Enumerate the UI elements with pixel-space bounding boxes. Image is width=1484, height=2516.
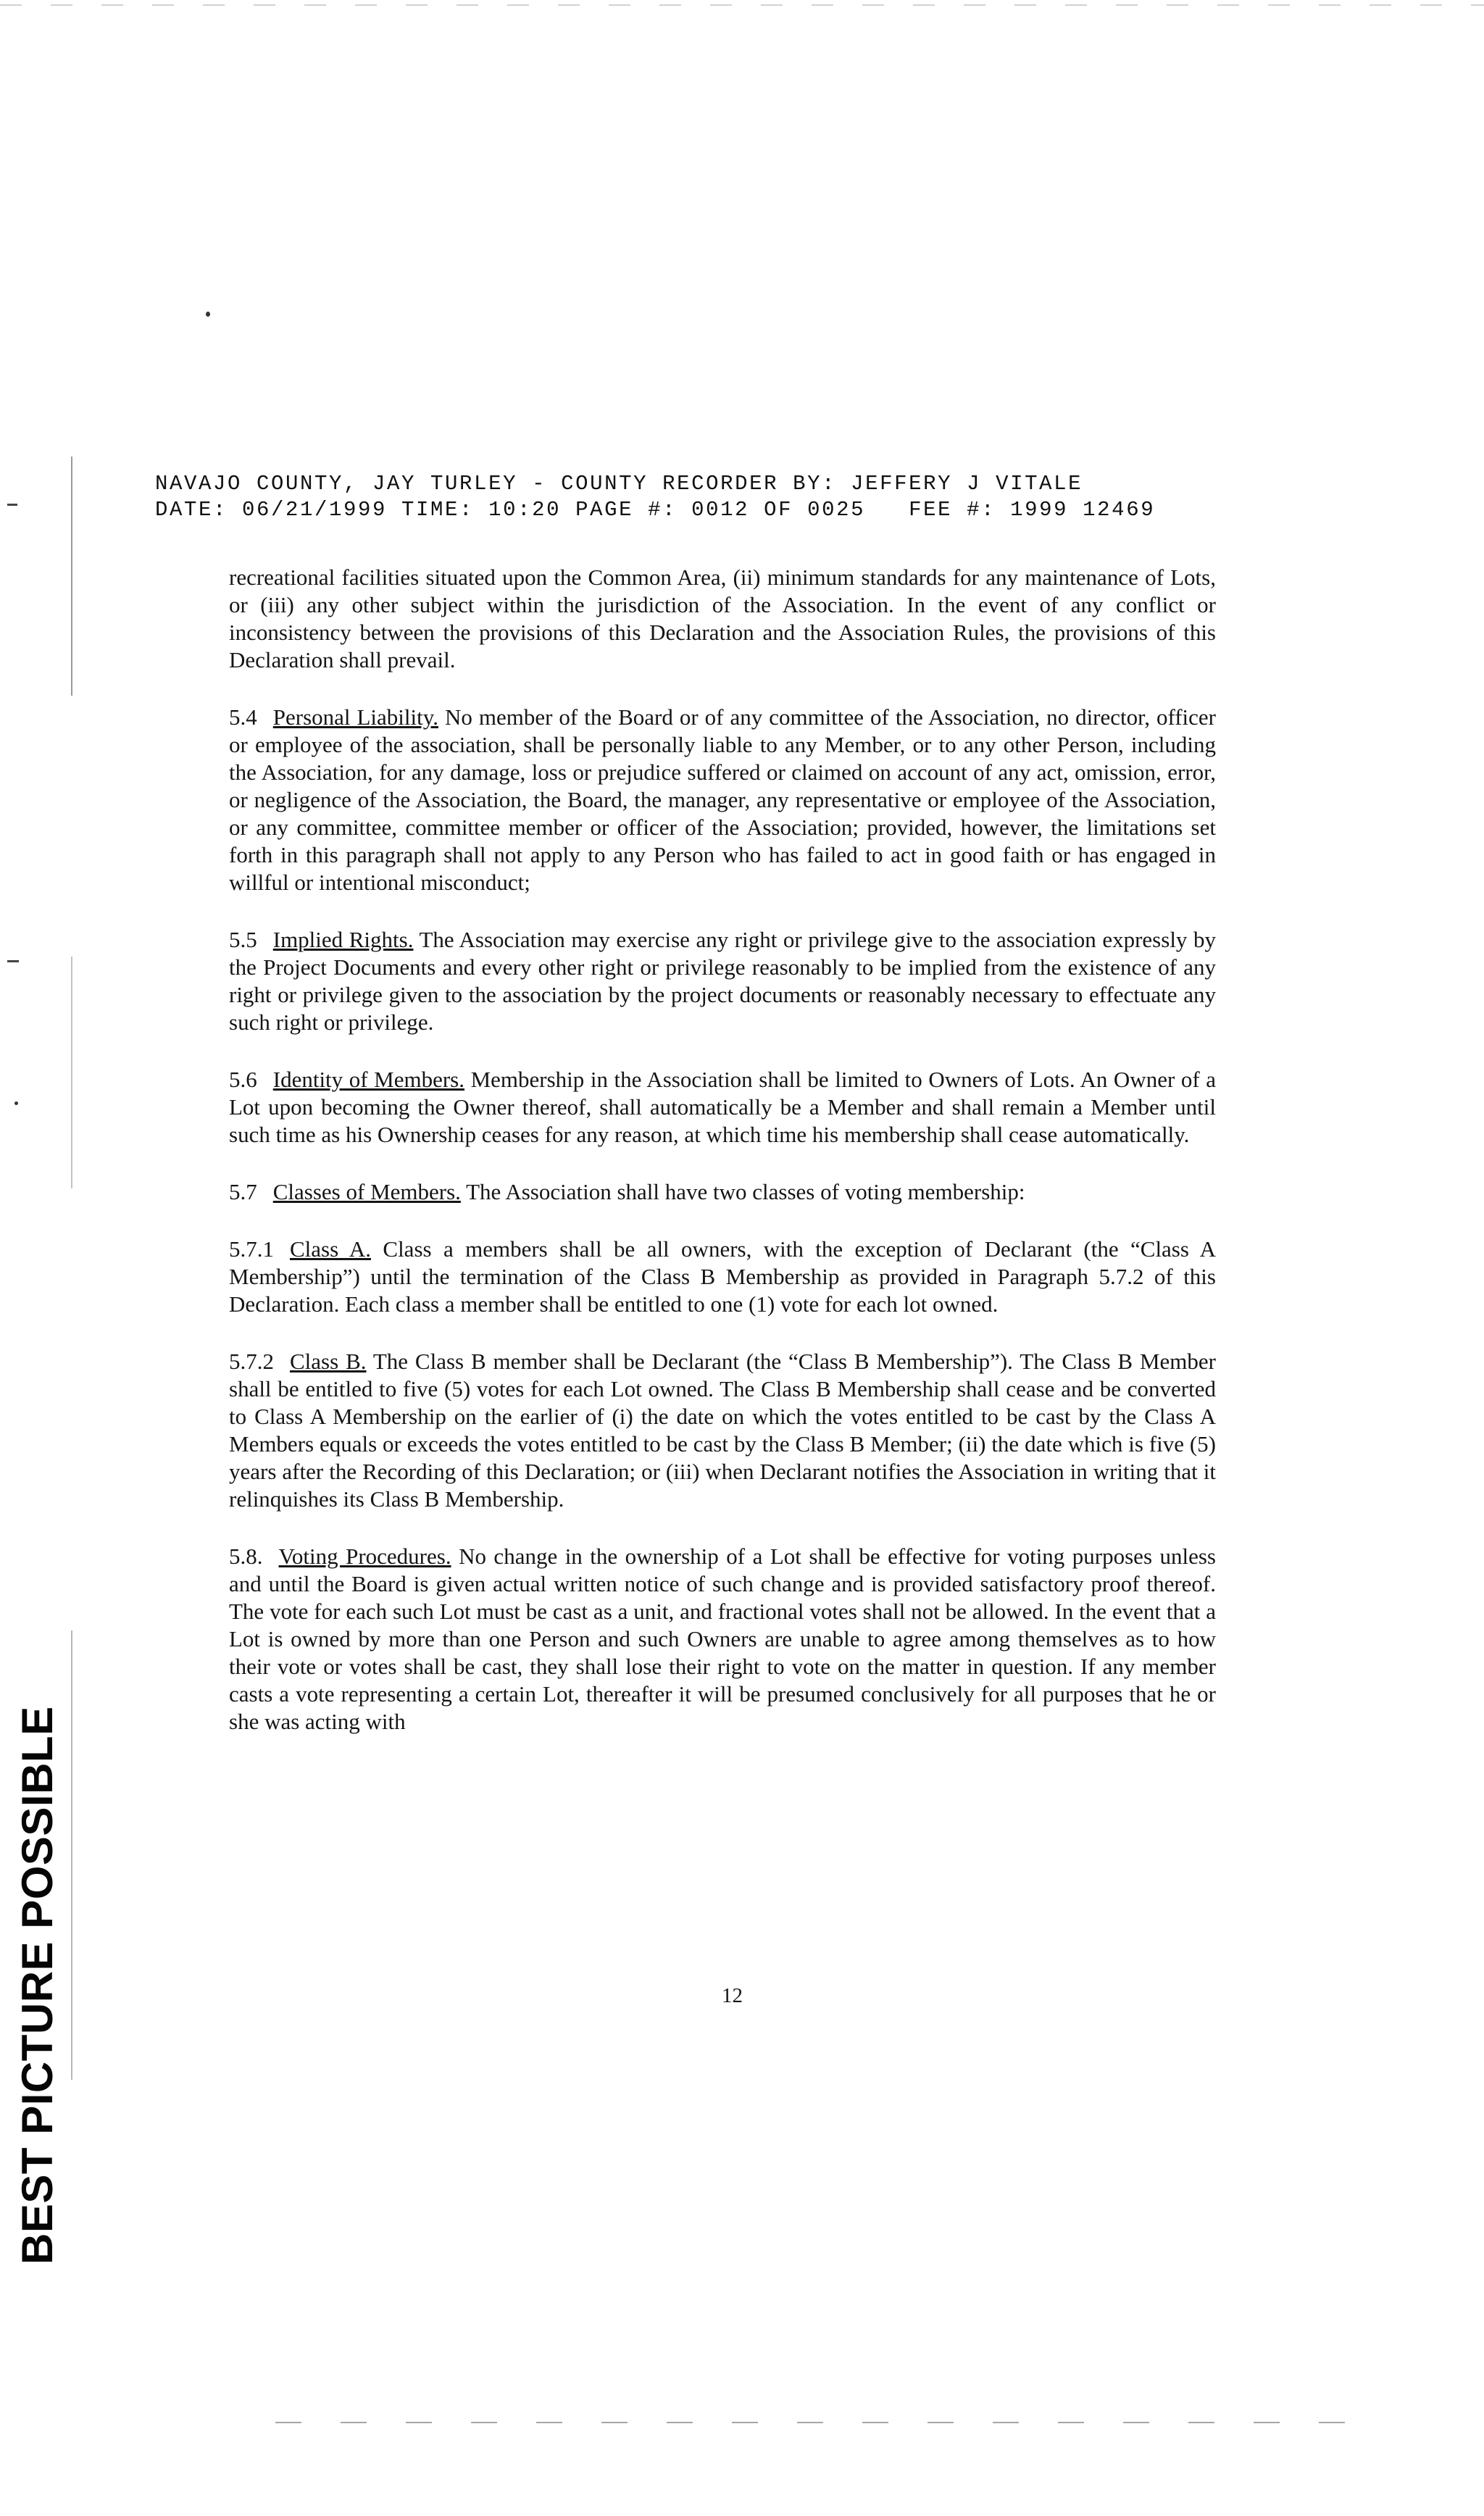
- section-number: 5.7.1: [229, 1236, 274, 1262]
- scan-speck: [7, 960, 19, 962]
- recorder-line-2: DATE: 06/21/1999 TIME: 10:20 PAGE #: 0012 OF 0025 FEE #: 1999 12469: [155, 498, 1156, 522]
- recorder-header: [155, 471, 1155, 523]
- section-text: Membership in the Association shall be limited to Owners of Lots. An Owner of a Lot upon becoming the Owner thereof, shall automatically be a Member and shall remain a Member until such time as his Ownership ceases for any reason, at which time his membership shall cease automatically.: [229, 1067, 1217, 1147]
- section-number: 5.5: [229, 927, 257, 952]
- section-text: No member of the Board or of any committee of the Association, no director, officer or employee of the association, shall be personally liable to any Member, or to any other Person, including the Association, for any damage, loss or prejudice suffered or claimed on account of any act, omission, error, or negligence of the Association, the Board, the manager, any representative or employee of the Association, or any committee, committee member or officer of the Association; provided, however, the limitations set forth in this paragraph shall not apply to any Person who has failed to act in good faith or has engaged in willful or intentional misconduct;: [229, 704, 1216, 895]
- section-heading: Class B.: [290, 1349, 367, 1374]
- section-heading: Class A.: [290, 1236, 371, 1262]
- scan-margin-line: [71, 457, 72, 696]
- section-number: 5.6: [229, 1067, 257, 1092]
- scan-speck: [14, 1101, 18, 1105]
- section-5-4: [229, 704, 1216, 896]
- section-number: 5.7: [229, 1179, 257, 1204]
- scan-artifact-bottom: [275, 2422, 1377, 2423]
- recorder-line-1: NAVAJO COUNTY, JAY TURLEY - COUNTY RECORDER BY: JEFFERY J VITALE: [155, 472, 1083, 496]
- section-5-7-1: [229, 1236, 1216, 1318]
- scan-margin-line: [71, 957, 72, 1188]
- scan-speck: [206, 312, 210, 317]
- best-picture-possible-stamp: BEST PICTURE POSSIBLE: [13, 1706, 62, 2265]
- section-5-8: [229, 1543, 1216, 1736]
- section-number: 5.4: [229, 704, 257, 730]
- section-heading: Personal Liability.: [272, 704, 438, 730]
- section-5-7-2: [229, 1348, 1216, 1513]
- section-5-5: [229, 926, 1216, 1036]
- section-heading: Classes of Members.: [272, 1179, 461, 1204]
- section-heading: Identity of Members.: [272, 1067, 464, 1092]
- intro-paragraph: recreational facilities situated upon the Common Area, (ii) minimum standards for any maintenance of Lots, or (iii) any other subject within the jurisdiction of the Association. In the event of any conflict or inconsistency between the provisions of this Declaration and the Association Rules, the provisions of this Declaration shall prevail.: [229, 565, 1216, 672]
- section-text: Class a members shall be all owners, with the exception of Declarant (the “Class A Membership”) until the termination of the Class B Membership as provided in Paragraph 5.7.2 of this Declaration. Each class a member shall be entitled to one (1) vote for each lot owned.: [229, 1236, 1217, 1317]
- section-number: 5.7.2: [229, 1349, 274, 1374]
- section-heading: Implied Rights.: [272, 927, 414, 952]
- section-5-7: [229, 1178, 1216, 1206]
- section-5-6: [229, 1066, 1216, 1149]
- section-text: The Association may exercise any right or privilege give to the association expressly by the Project Documents and every other right or privilege reasonably to be implied from the existence of any right or privilege given to the association by the project documents or reasonably necessary to effectuate any such right or privilege.: [229, 927, 1216, 1035]
- section-text: The Association shall have two classes of voting membership:: [466, 1179, 1025, 1204]
- scan-speck: [7, 504, 17, 506]
- scan-artifact-top: [0, 4, 1484, 6]
- section-text: The Class B member shall be Declarant (the “Class B Membership”). The Class B Member shall be entitled to five (5) votes for each Lot owned. The Class B Membership shall cease and be converted to Class A Membership on the earlier of (i) the date on which the votes entitled to be cast by the Class A Members equals or exceeds the votes entitled to be cast by the Class B Member; (ii) the date which is five (5) years after the Recording of this Declaration; or (iii) when Declarant notifies the Association in writing that it relinquishes its Class B Membership.: [229, 1349, 1216, 1512]
- section-number: 5.8.: [229, 1544, 263, 1569]
- section-heading: Voting Procedures.: [278, 1544, 451, 1569]
- document-body: [229, 564, 1216, 1765]
- scan-margin-line: [71, 1630, 72, 2080]
- page-number: 12: [722, 1984, 743, 2007]
- section-text: No change in the ownership of a Lot shall be effective for voting purposes unless and until the Board is given actual written notice of such change and is provided satisfactory proof thereof. The vote for each such Lot must be cast as a unit, and fractional votes shall not be allowed. In the event that a Lot is owned by more than one Person and such Owners are unable to agree among themselves as to how their vote or votes shall be cast, they shall lose their right to vote on the matter in question. If any member casts a vote representing a certain Lot, thereafter it will be presumed conclusively for all purposes that he or she was acting with: [229, 1544, 1216, 1734]
